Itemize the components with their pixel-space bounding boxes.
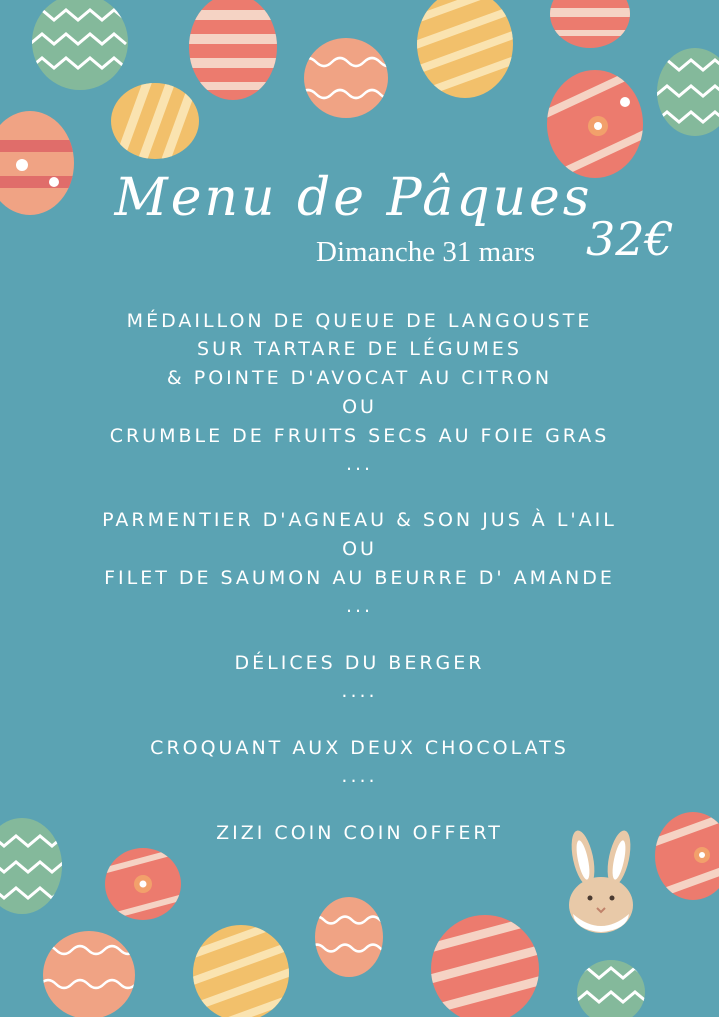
offer: ZIZI COIN COIN OFFERT: [216, 822, 503, 844]
starter-or: OU: [342, 396, 377, 418]
separator-1: ...: [345, 453, 374, 475]
menu-date: Dimanche 31 mars: [316, 236, 536, 268]
egg-coral-bottom-center: [412, 912, 565, 1017]
egg-yellow-top: [389, 0, 539, 100]
separator-3: ....: [341, 680, 378, 702]
main-2: FILET DE SAUMON AU BEURRE D' AMANDE: [104, 567, 615, 589]
separator-2: ...: [345, 595, 374, 617]
starter-1-line-1: MÉDAILLON DE QUEUE DE LANGOUSTE: [126, 310, 593, 332]
bunny-icon: [567, 829, 634, 933]
starter-2: CRUMBLE DE FRUITS SECS AU FOIE GRAS: [109, 425, 610, 447]
egg-peach-bottom-left: [40, 931, 136, 1017]
main-or: OU: [342, 538, 377, 560]
egg-coral-right: [522, 61, 678, 182]
starter-1-line-2: SUR TARTARE DE LÉGUMES: [197, 338, 522, 360]
egg-peach-bottom: [310, 897, 394, 977]
egg-coral-top-right: [545, 0, 635, 48]
menu-title: Menu de Pâques: [114, 168, 593, 228]
menu-price: 32€: [586, 212, 674, 266]
egg-mint-bottom-right: [575, 960, 647, 1017]
egg-coral-top: [180, 0, 290, 100]
egg-peach-top: [300, 38, 396, 118]
egg-mint-top-left: [30, 0, 128, 90]
separator-4: ....: [341, 765, 378, 787]
egg-coral-bottom-left: [95, 847, 195, 921]
dessert: CROQUANT AUX DEUX CHOCOLATS: [150, 737, 569, 759]
main-1: PARMENTIER D'AGNEAU & SON JUS À L'AIL: [102, 509, 617, 531]
egg-mint-right: [655, 48, 719, 136]
starter-1-line-3: & POINTE D'AVOCAT AU CITRON: [166, 367, 553, 389]
cheese: DÉLICES DU BERGER: [234, 652, 485, 674]
egg-yellow-left: [111, 65, 199, 177]
egg-yellow-bottom: [171, 914, 322, 1017]
